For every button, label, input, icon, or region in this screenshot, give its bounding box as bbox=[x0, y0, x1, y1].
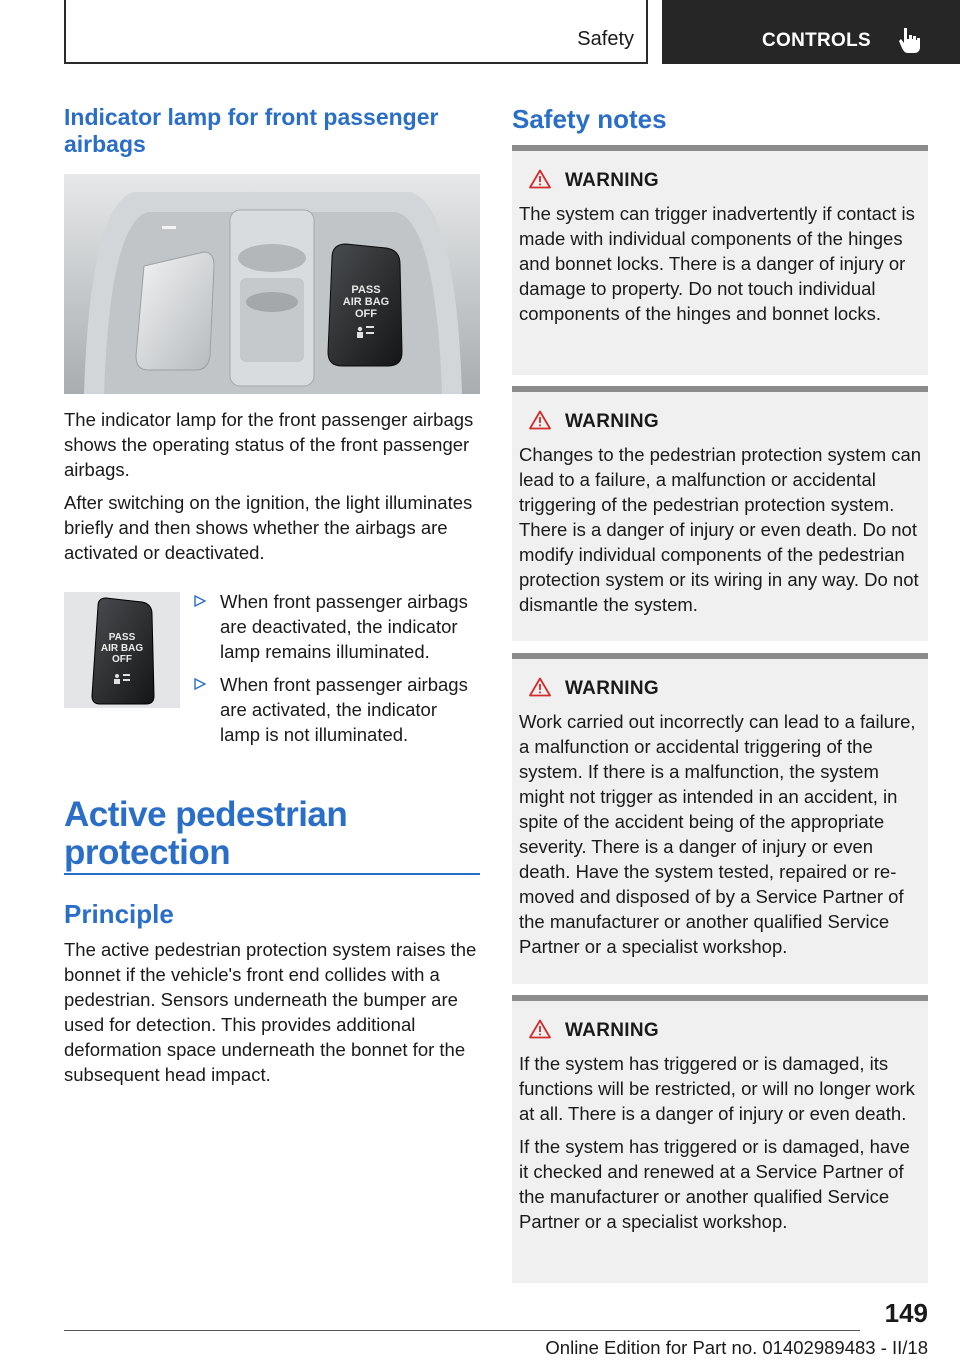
indicator-lamp-photo bbox=[64, 174, 480, 394]
lamp-status-list bbox=[194, 589, 480, 755]
footer-edition: Online Edition for Part no. 01402989483 - II/18 bbox=[545, 1337, 928, 1358]
photo-label-line1: PASS bbox=[351, 284, 381, 296]
warning-title: WARNING bbox=[565, 411, 659, 432]
warning-title: WARNING bbox=[565, 170, 659, 191]
warning-text: The system can trigger inadvertently if contact is made with individual components of the hinges and bonnet locks. There is a danger of injury or damage to property. Do not touch individual components of the hinges and bonnet locks. bbox=[519, 203, 915, 324]
warning-text: Changes to the pedestrian protection system can lead to a failure, a malfunction or accidental triggering of the pedestrian protection system. There is a danger of injury or even death. Do not modify individual components of the pedestrian protection system or its wiring in any way. Do not dismantle the system. bbox=[519, 444, 922, 615]
principle-heading: Principle bbox=[64, 899, 174, 929]
principle-paragraph: The active pedestrian protection system raises the bonnet if the vehicle's front end collides with a pedestrian. Sensors underneath the bumper are used for detection. This provides additional deformation space underneath the bonnet for the subsequent head impact. bbox=[64, 939, 477, 1085]
header-section-title: Safety bbox=[577, 28, 634, 50]
indicator-lamp-heading: Indicator lamp for front passenger airbags bbox=[64, 104, 439, 157]
list-item-text: When front passenger airbags are activated, the indicator lamp is not illuminated. bbox=[220, 674, 468, 745]
pointing-hand-icon bbox=[898, 26, 922, 54]
safety-notes-heading: Safety notes bbox=[512, 104, 667, 134]
warning-text: If the system has triggered or is damaged, its functions will be restricted, or will no longer work at all. There is a danger of injury or even death. bbox=[519, 1053, 915, 1124]
warning-triangle-icon bbox=[529, 169, 551, 189]
indicator-paragraph-2: After switching on the ignition, the light illuminates briefly and then shows whether the airbags are activated or deactivated. bbox=[64, 492, 473, 563]
thumb-label-line1: PASS bbox=[108, 632, 136, 643]
list-item bbox=[194, 672, 480, 747]
warning-title: WARNING bbox=[565, 678, 659, 699]
warning-text: Work carried out incorrectly can lead to a failure, a malfunction or accidental triggering of the system. If there is a malfunction, the system might not trigger as intended in an accident, in spite of the accident being of the appropriate severity. There is a danger of injury or even death. Have the system tested, repaired or removed and disposed of by a Service Partner of the manufacturer or another qualified Service Partner or a specialist workshop. bbox=[519, 711, 916, 957]
indicator-paragraph-1: The indicator lamp for the front passenger airbags shows the operating status of the front passenger airbags. bbox=[64, 409, 474, 480]
triangle-bullet-icon bbox=[194, 678, 206, 690]
warning-triangle-icon bbox=[529, 677, 551, 697]
footer-divider bbox=[64, 1330, 860, 1331]
warning-box bbox=[512, 995, 928, 1283]
page-number: 149 bbox=[884, 1298, 928, 1328]
header-section-box bbox=[64, 0, 648, 64]
photo-label-line3: OFF bbox=[355, 308, 377, 320]
warning-triangle-icon bbox=[529, 1019, 551, 1039]
section-divider bbox=[64, 873, 480, 875]
photo-label-line2: AIR BAG bbox=[342, 296, 390, 308]
airbag-off-lamp-photo bbox=[64, 592, 180, 708]
warning-box bbox=[512, 386, 928, 641]
warning-box bbox=[512, 145, 928, 375]
header-chapter-tab bbox=[662, 0, 960, 64]
warning-triangle-icon bbox=[529, 410, 551, 430]
triangle-bullet-icon bbox=[194, 595, 206, 607]
header-chapter-label: CONTROLS bbox=[762, 30, 872, 51]
warning-box bbox=[512, 653, 928, 984]
thumb-label-line2: AIR BAG bbox=[100, 643, 144, 654]
list-item-text: When front passenger airbags are deactivated, the indicator lamp remains illuminated. bbox=[220, 591, 468, 662]
warning-text: If the system has triggered or is damaged, have it checked and renewed at a Service Partner of the manufacturer or another qualified Service Partner or a specialist workshop. bbox=[519, 1136, 910, 1232]
warning-title: WARNING bbox=[565, 1020, 659, 1041]
list-item bbox=[194, 589, 480, 664]
thumb-label-line3: OFF bbox=[112, 654, 132, 665]
section-heading: Active pedestrian protection bbox=[64, 795, 348, 872]
